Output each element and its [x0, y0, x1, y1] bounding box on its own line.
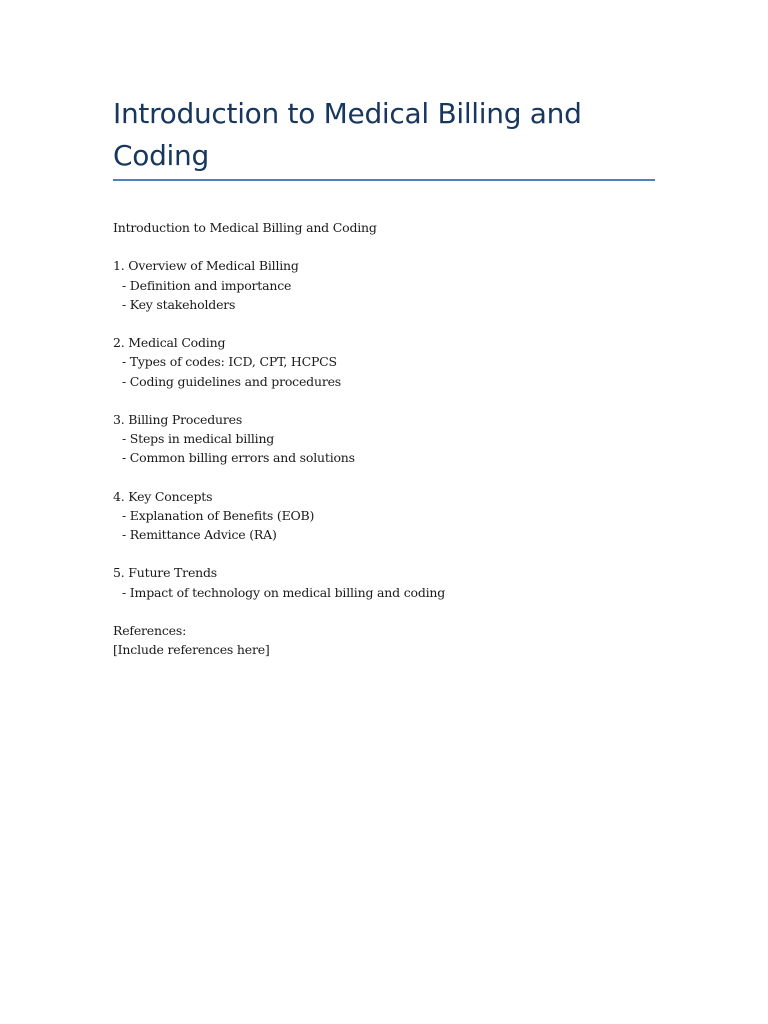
- section-heading: 5. Future Trends: [113, 565, 218, 581]
- spacer: [113, 602, 673, 621]
- document-title: Introduction to Medical Billing and Coding: [113, 97, 582, 172]
- spacer: [113, 314, 673, 333]
- section-heading: 3. Billing Procedures: [113, 411, 243, 427]
- section-item: - Types of codes: ICD, CPT, HCPCS: [122, 354, 337, 370]
- section-item: - Definition and importance: [122, 277, 292, 293]
- section-item: - Common billing errors and solutions: [122, 450, 355, 466]
- section-item: - Remittance Advice (RA): [122, 527, 277, 542]
- section-item: - Key stakeholders: [122, 296, 236, 312]
- title-underline: [113, 179, 655, 181]
- references-label: References:: [113, 622, 187, 638]
- section-heading: 2. Medical Coding: [113, 335, 226, 351]
- section-heading: 1. Overview of Medical Billing: [113, 258, 299, 274]
- document-body: [113, 218, 673, 659]
- section-heading: 4. Key Concepts: [113, 488, 213, 504]
- references-placeholder: [Include references here]: [113, 642, 270, 658]
- spacer: [113, 544, 673, 563]
- section-item: - Explanation of Benefits (EOB): [122, 507, 315, 523]
- spacer: [113, 391, 673, 410]
- spacer: [113, 237, 673, 256]
- section-item: - Steps in medical billing: [122, 431, 275, 447]
- section-item: - Impact of technology on medical billing and coding: [122, 584, 446, 600]
- spacer: [113, 467, 673, 486]
- intro-line: Introduction to Medical Billing and Coding: [113, 220, 377, 235]
- section-item: - Coding guidelines and procedures: [122, 373, 342, 389]
